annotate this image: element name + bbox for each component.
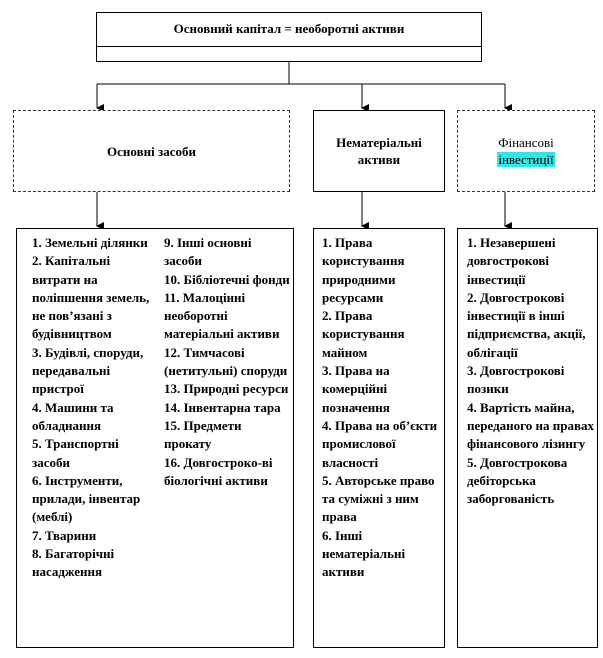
list-item: 6. Інші нематеріальні активи [322,527,406,580]
list-item: 3. Довгострокові позики [467,363,565,397]
list-item: 3. Права на комерційні позначення [322,363,390,415]
category-fixed-assets-label: Основні засоби [107,143,196,159]
list-item: 4. Машини та обладнання [32,399,114,433]
root-box [96,12,482,62]
root-box-divider [97,46,481,47]
list-item: 16. Довгостроко-ві біологічні активи [164,454,273,488]
list-item: 2. Капітальні витрати на поліпшення земель, не пов’язані з будівництвом [32,253,150,342]
category-financial-label-2: інвестиції [498,152,554,167]
category-financial-investments [457,110,595,192]
list-item: 5. Транспортні засоби [32,436,119,470]
list-item: 2. Права користування майном [322,308,405,360]
list-item: 4. Права на об’єкти промислової власності [322,417,438,470]
financial-investments-list [467,234,595,508]
category-fixed-assets [13,110,290,192]
intangible-assets-list-box [313,228,445,648]
list-item: 4. Вартість майна, переданого на правах фінансового лізингу [467,399,594,452]
list-item: 11. Малоцінні необоротні матеріальні активи [164,289,280,342]
list-item: 6. Інструменти, прилади, інвентар (меблі) [32,472,141,525]
fixed-assets-list-col-a [32,234,150,582]
fixed-assets-list-col-b [164,234,290,490]
list-item: 7. Тварини [32,527,97,543]
intangible-assets-list [322,234,440,582]
list-item: 14. Інвентарна тара [164,399,281,415]
list-item: 5. Авторське право та суміжні з ним права [322,472,435,525]
list-item: 10. Бібліотечні фонди [164,271,290,287]
fixed-assets-list-box [16,228,294,648]
category-intangible-label-1: Нематеріальні [336,135,422,150]
list-item: 8. Багаторічні насадження [32,546,115,580]
list-item: 1. Незавершені довгострокові інвестиції [467,235,556,287]
list-item: 1. Права користування природними ресурсами [322,235,405,305]
list-item: 12. Тимчасові (нетитульні) споруди [164,344,288,379]
financial-investments-list-box [457,228,598,648]
list-item: 5. Довгострокова дебіторська заборгованість [467,454,568,507]
list-item: 1. Земельні ділянки [32,235,148,250]
list-item: 3. Будівлі, споруди, передавальні пристрої [32,344,144,397]
list-item: 13. Природні ресурси [164,381,289,397]
root-title: Основний капітал = необоротні активи [173,21,405,36]
list-item: 2. Довгострокові інвестиції в інші підприємства, акції, облігації [467,289,586,360]
category-intangible-assets [313,110,445,192]
category-intangible-label-2: активи [357,152,401,167]
list-item: 15. Предмети прокату [164,417,242,452]
category-financial-label-1: Фінансові [498,135,554,150]
list-item: 9. Інші основні засоби [164,235,252,269]
